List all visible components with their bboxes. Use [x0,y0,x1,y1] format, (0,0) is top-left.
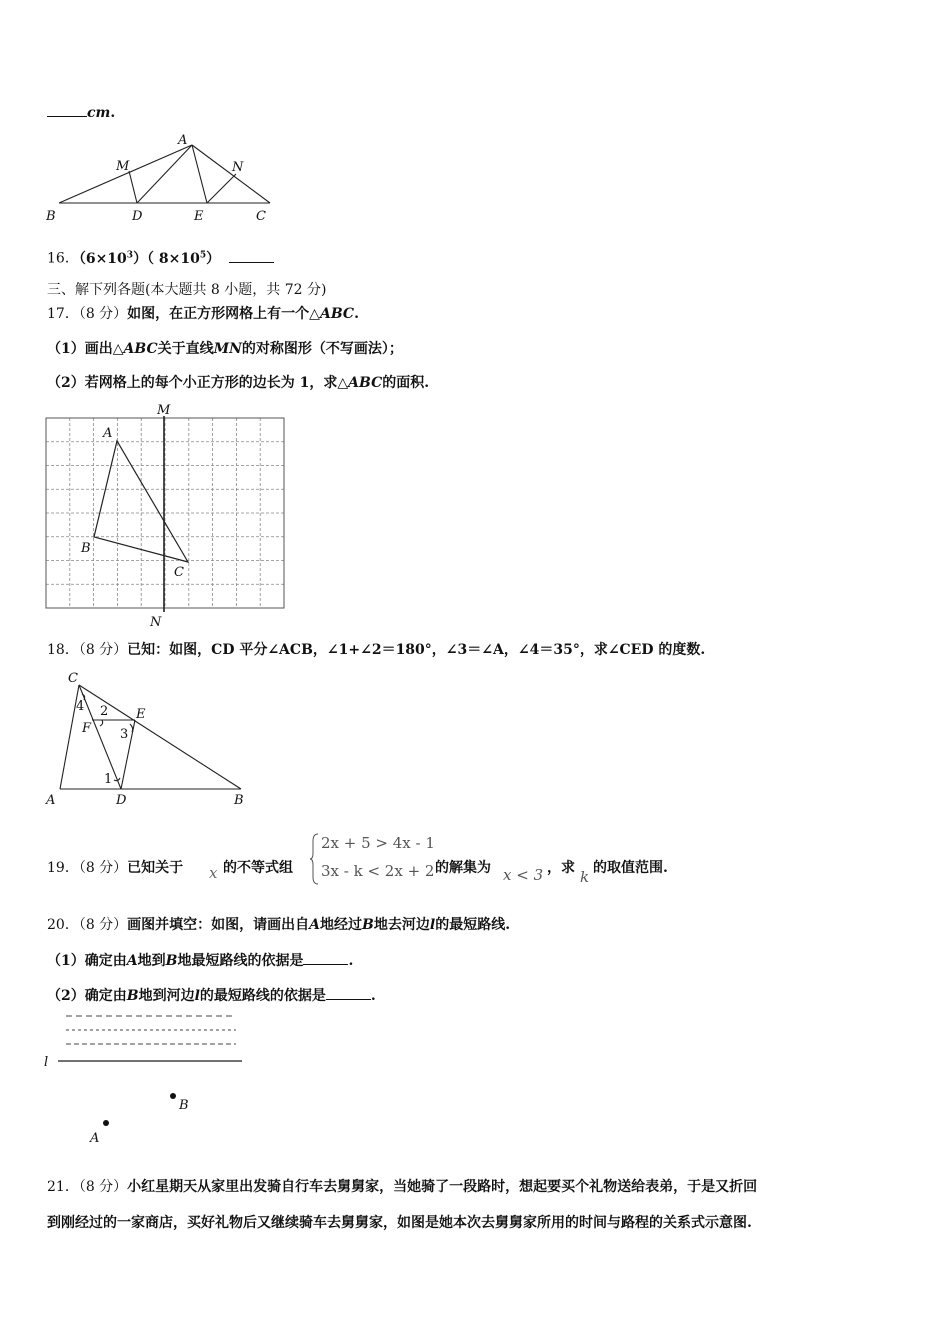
q19-text-d: ，求 [547,860,575,876]
fig18-label-C: C [68,671,78,686]
fig18-angle-3: 3 [120,727,129,742]
q17-part-1: （1）画出△ABC关于直线MN的对称图形（不写画法）； [47,341,403,357]
q19-text-b: 的不等式组 [223,860,293,876]
fig20-label-A: A [90,1131,100,1146]
q20-part-1: （1）确定由A地到B地最短路线的依据是 . [47,950,353,971]
fig18-label-B: B [234,793,244,808]
q20-part-1-blank[interactable] [303,950,348,965]
q17-part-2: （2）若网格上的每个小正方形的边长为 1，求△ABC的面积. [47,375,430,391]
fig18-label-F: F [82,721,92,736]
q16-number: 16． [47,250,79,267]
q19-inequality-2: 3x - k < 2x + 2 [321,862,435,880]
q19-stem: 19．（8 分）已知关于 [47,860,184,876]
figure-q17-grid [44,400,294,630]
q21-line-1: 21．（8 分）小红星期天从家里出发骑自行车去舅舅家，当她骑了一段路时，想起要买个礼物送给表弟，于是又折回 [47,1179,758,1195]
figure-q20-river [40,1008,250,1148]
fig18-angle-2: 2 [100,704,109,719]
fig18-angle-1: 1 [104,772,113,787]
fig17-label-B: B [81,541,91,556]
section-3-title: 三、解下列各题(本大题共 8 小题，共 72 分) [47,282,327,298]
fig18-angle-4: 4 [76,699,85,714]
q19-var-k: k [580,868,590,886]
q19-solution: x < 3 [503,866,544,884]
fig15-label-C: C [256,209,266,224]
q19-brace [309,833,319,885]
q15-blank[interactable] [47,102,87,117]
fig17-label-C: C [174,565,184,580]
q19-var-x: x [209,864,218,882]
fig15-label-A: A [178,133,188,148]
fig15-label-M: M [116,159,130,174]
q20-part-2-blank[interactable] [326,985,371,1000]
fig17-label-M: M [157,403,171,418]
q20-part-2: （2）确定由B地到河边l的最短路线的依据是 . [47,985,376,1006]
fig15-label-D: D [132,209,143,224]
fig15-label-N: N [232,160,244,175]
q19-text-e: 的取值范围. [593,860,668,876]
q16-blank[interactable] [229,248,274,263]
q19-inequality-1: 2x + 5 > 4x - 1 [321,834,435,852]
figure-q18-triangle [44,668,264,810]
q20-stem: 20．（8 分）画图并填空：如图，请画出自A地经过B地去河边l的最短路线. [47,917,511,933]
q17-stem: 17．（8 分）如图，在正方形网格上有一个△ABC. [47,306,359,322]
fig17-label-N: N [150,615,162,630]
fig18-label-A: A [46,793,56,808]
fig20-label-l: l [44,1055,49,1070]
fig20-label-B: B [179,1098,189,1113]
q15-answer-line [47,102,115,123]
q15-unit: cm [87,105,111,121]
q16-expression: $(6\times 10^3)$（ $8\times 10^5$） [78,250,221,267]
q21-line-2: 到刚经过的一家商店，买好礼物后又继续骑车去舅舅家，如图是她本次去舅舅家所用的时间与路程的关系式示意图. [47,1215,752,1231]
fig15-label-B: B [46,209,56,224]
fig17-label-A: A [103,426,113,441]
figure-q15-triangle [44,130,284,225]
fig15-label-E: E [194,209,204,224]
fig18-label-D: D [116,793,127,808]
q15-dot: . [110,105,116,121]
q19-text-c: 的解集为 [435,860,491,876]
q16-line [47,245,274,269]
q18-stem: 18．（8 分）已知：如图，CD 平分∠ACB，∠1+∠2＝180°，∠3＝∠A，∠4＝35°，求∠CED 的度数. [47,642,706,658]
fig18-label-E: E [136,707,146,722]
